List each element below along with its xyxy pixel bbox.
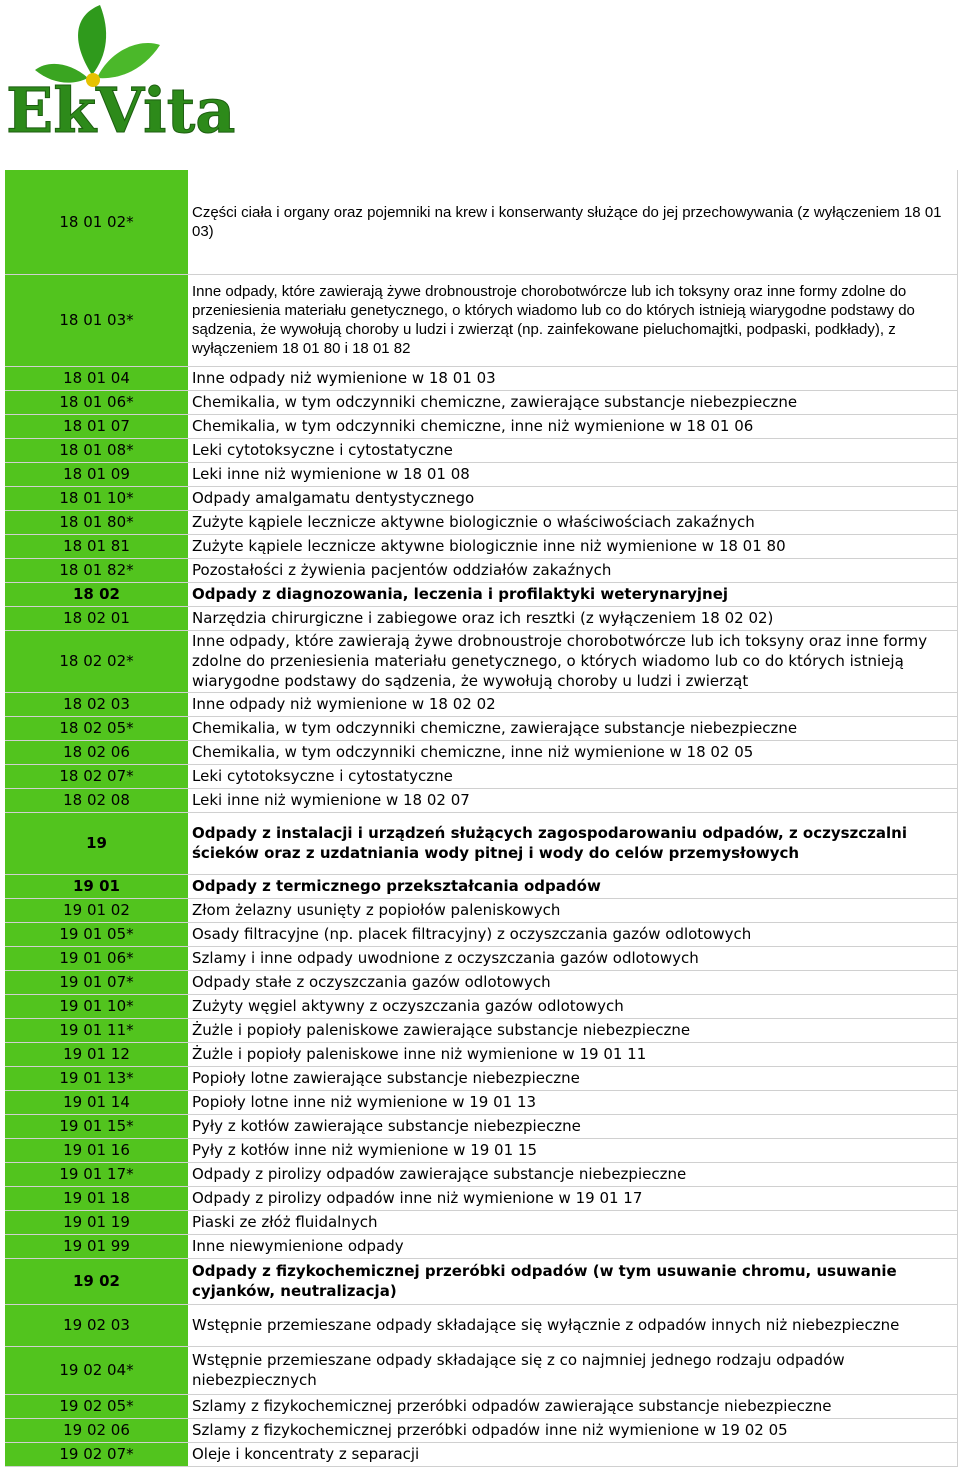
waste-description: Inne odpady niż wymienione w 18 02 02 [188, 692, 958, 716]
waste-code: 18 02 02* [5, 630, 188, 692]
table-row [5, 1418, 958, 1442]
waste-description: Odpady z diagnozowania, leczenia i profilaktyki weterynaryjnej [188, 582, 958, 606]
table-row [5, 874, 958, 898]
waste-description: Części ciała i organy oraz pojemniki na krew i konserwanty służące do jej przechowywania (z wyłączeniem 18 01 03) [188, 170, 958, 274]
waste-description: Szlamy z fizykochemicznej przeróbki odpadów inne niż wymienione w 19 02 05 [188, 1418, 958, 1442]
table-row [5, 716, 958, 740]
waste-description: Popioły lotne zawierające substancje niebezpieczne [188, 1066, 958, 1090]
waste-description: Chemikalia, w tym odczynniki chemiczne, zawierające substancje niebezpieczne [188, 390, 958, 414]
table-row [5, 1442, 958, 1466]
waste-code: 19 02 04* [5, 1346, 188, 1394]
table-row [5, 1210, 958, 1234]
waste-code: 18 02 08 [5, 788, 188, 812]
waste-description: Odpady z instalacji i urządzeń służących zagospodarowaniu odpadów, z oczyszczalni ścieków oraz z uzdatniania wody pitnej i wody do celów przemysłowych [188, 812, 958, 874]
table-row [5, 1138, 958, 1162]
waste-code: 18 01 80* [5, 510, 188, 534]
waste-code: 18 01 04 [5, 366, 188, 390]
waste-description: Leki inne niż wymienione w 18 02 07 [188, 788, 958, 812]
table-row [5, 922, 958, 946]
waste-code: 19 01 19 [5, 1210, 188, 1234]
waste-description: Odpady stałe z oczyszczania gazów odlotowych [188, 970, 958, 994]
svg-text:Ek: Ek [6, 74, 97, 147]
waste-code: 18 01 07 [5, 414, 188, 438]
waste-code: 19 01 15* [5, 1114, 188, 1138]
table-row [5, 390, 958, 414]
waste-code: 19 01 13* [5, 1066, 188, 1090]
waste-code: 19 01 16 [5, 1138, 188, 1162]
waste-description: Inne odpady niż wymienione w 18 01 03 [188, 366, 958, 390]
waste-description: Osady filtracyjne (np. placek filtracyjny) z oczyszczania gazów odlotowych [188, 922, 958, 946]
waste-code: 19 [5, 812, 188, 874]
waste-description: Inne odpady, które zawierają żywe drobnoustroje chorobotwórcze lub ich toksyny oraz inne formy zdolne do przeniesienia materiału genetycznego, o których wiadomo lub co do których istnieją wiarygodne podstawy do sądzenia, że wywołują choroby u ludzi i zwierząt [188, 630, 958, 692]
table-row [5, 582, 958, 606]
waste-description: Wstępnie przemieszane odpady składające się wyłącznie z odpadów innych niż niebezpieczne [188, 1304, 958, 1346]
waste-code: 18 01 08* [5, 438, 188, 462]
waste-description: Inne odpady, które zawierają żywe drobnoustroje chorobotwórcze lub ich toksyny oraz inne formy zdolne do przeniesienia materiału genetycznego, o których wiadomo lub co do których istnieją wiarygodne podstawy do sądzenia, że wywołują choroby u ludzi i zwierząt (np. zainfekowane pieluchomajtki, podpaski, podkłady), z wyłączeniem 18 01 80 i 18 01 82 [188, 274, 958, 366]
waste-description: Leki inne niż wymienione w 18 01 08 [188, 462, 958, 486]
waste-code: 18 02 05* [5, 716, 188, 740]
waste-description: Zużyte kąpiele lecznicze aktywne biologicznie o właściwościach zakaźnych [188, 510, 958, 534]
table-row [5, 1018, 958, 1042]
waste-description: Pyły z kotłów zawierające substancje niebezpieczne [188, 1114, 958, 1138]
table-row [5, 1090, 958, 1114]
waste-code: 19 02 [5, 1258, 188, 1304]
waste-description: Popioły lotne inne niż wymienione w 19 01 13 [188, 1090, 958, 1114]
table-row [5, 510, 958, 534]
waste-description: Pyły z kotłów inne niż wymienione w 19 01 15 [188, 1138, 958, 1162]
waste-code: 18 01 81 [5, 534, 188, 558]
waste-description: Chemikalia, w tym odczynniki chemiczne, inne niż wymienione w 18 02 05 [188, 740, 958, 764]
table-row [5, 812, 958, 874]
table-row [5, 994, 958, 1018]
waste-code: 19 02 05* [5, 1394, 188, 1418]
table-row [5, 414, 958, 438]
leaf-logo-icon [0, 0, 250, 160]
waste-description: Złom żelazny usunięty z popiołów paleniskowych [188, 898, 958, 922]
table-row [5, 1186, 958, 1210]
waste-code: 19 01 12 [5, 1042, 188, 1066]
waste-description: Chemikalia, w tym odczynniki chemiczne, inne niż wymienione w 18 01 06 [188, 414, 958, 438]
table-row [5, 1042, 958, 1066]
table-row [5, 1394, 958, 1418]
waste-code: 18 02 06 [5, 740, 188, 764]
ekovita-logo [0, 0, 250, 160]
waste-description: Żużle i popioły paleniskowe inne niż wymienione w 19 01 11 [188, 1042, 958, 1066]
table-row [5, 1304, 958, 1346]
waste-code: 19 01 05* [5, 922, 188, 946]
waste-description: Leki cytotoksyczne i cytostatyczne [188, 438, 958, 462]
table-row [5, 558, 958, 582]
waste-description: Chemikalia, w tym odczynniki chemiczne, zawierające substancje niebezpieczne [188, 716, 958, 740]
table-row [5, 692, 958, 716]
table-row [5, 898, 958, 922]
waste-description: Pozostałości z żywienia pacjentów oddziałów zakaźnych [188, 558, 958, 582]
waste-code: 19 02 06 [5, 1418, 188, 1442]
waste-code-table [5, 170, 958, 1467]
table-row [5, 366, 958, 390]
waste-description: Szlamy z fizykochemicznej przeróbki odpadów zawierające substancje niebezpieczne [188, 1394, 958, 1418]
table-row [5, 764, 958, 788]
waste-code: 19 01 11* [5, 1018, 188, 1042]
waste-description: Odpady z termicznego przekształcania odpadów [188, 874, 958, 898]
waste-code: 18 02 07* [5, 764, 188, 788]
table-row [5, 486, 958, 510]
waste-code: 19 02 03 [5, 1304, 188, 1346]
waste-code: 19 01 99 [5, 1234, 188, 1258]
waste-code: 18 02 03 [5, 692, 188, 716]
table-row [5, 946, 958, 970]
waste-code: 19 01 17* [5, 1162, 188, 1186]
waste-description: Piaski ze złóż fluidalnych [188, 1210, 958, 1234]
waste-description: Odpady amalgamatu dentystycznego [188, 486, 958, 510]
waste-code: 18 01 06* [5, 390, 188, 414]
waste-description: Żużle i popioły paleniskowe zawierające substancje niebezpieczne [188, 1018, 958, 1042]
waste-code: 19 01 14 [5, 1090, 188, 1114]
table-row [5, 740, 958, 764]
waste-code: 18 01 02* [5, 170, 188, 274]
waste-code: 18 02 [5, 582, 188, 606]
waste-code: 19 02 07* [5, 1442, 188, 1466]
table-row [5, 1258, 958, 1304]
waste-description: Odpady z fizykochemicznej przeróbki odpadów (w tym usuwanie chromu, usuwanie cyjanków, neutralizacja) [188, 1258, 958, 1304]
table-row [5, 788, 958, 812]
table-row [5, 1234, 958, 1258]
waste-description: Zużyte kąpiele lecznicze aktywne biologicznie inne niż wymienione w 18 01 80 [188, 534, 958, 558]
waste-code: 18 01 82* [5, 558, 188, 582]
waste-code: 19 01 07* [5, 970, 188, 994]
waste-description: Szlamy i inne odpady uwodnione z oczyszczania gazów odlotowych [188, 946, 958, 970]
table-row [5, 970, 958, 994]
table-row [5, 438, 958, 462]
waste-description: Odpady z pirolizy odpadów zawierające substancje niebezpieczne [188, 1162, 958, 1186]
table-row [5, 170, 958, 274]
waste-description: Wstępnie przemieszane odpady składające się z co najmniej jednego rodzaju odpadów niebezpiecznych [188, 1346, 958, 1394]
waste-code: 19 01 18 [5, 1186, 188, 1210]
table-row [5, 606, 958, 630]
table-row [5, 1346, 958, 1394]
waste-code: 18 02 01 [5, 606, 188, 630]
waste-code: 18 01 09 [5, 462, 188, 486]
table-row [5, 1162, 958, 1186]
waste-description: Oleje i koncentraty z separacji [188, 1442, 958, 1466]
table-row [5, 1114, 958, 1138]
waste-code: 19 01 02 [5, 898, 188, 922]
table-row [5, 462, 958, 486]
waste-code: 19 01 06* [5, 946, 188, 970]
waste-code: 19 01 [5, 874, 188, 898]
table-row [5, 274, 958, 366]
waste-description: Inne niewymienione odpady [188, 1234, 958, 1258]
waste-code: 18 01 10* [5, 486, 188, 510]
table-row [5, 630, 958, 692]
waste-description: Odpady z pirolizy odpadów inne niż wymienione w 19 01 17 [188, 1186, 958, 1210]
table-row [5, 534, 958, 558]
waste-description: Narzędzia chirurgiczne i zabiegowe oraz ich resztki (z wyłączeniem 18 02 02) [188, 606, 958, 630]
table-row [5, 1066, 958, 1090]
svg-text:Vita: Vita [96, 74, 236, 147]
waste-code: 19 01 10* [5, 994, 188, 1018]
waste-description: Zużyty węgiel aktywny z oczyszczania gazów odlotowych [188, 994, 958, 1018]
waste-description: Leki cytotoksyczne i cytostatyczne [188, 764, 958, 788]
waste-code: 18 01 03* [5, 274, 188, 366]
